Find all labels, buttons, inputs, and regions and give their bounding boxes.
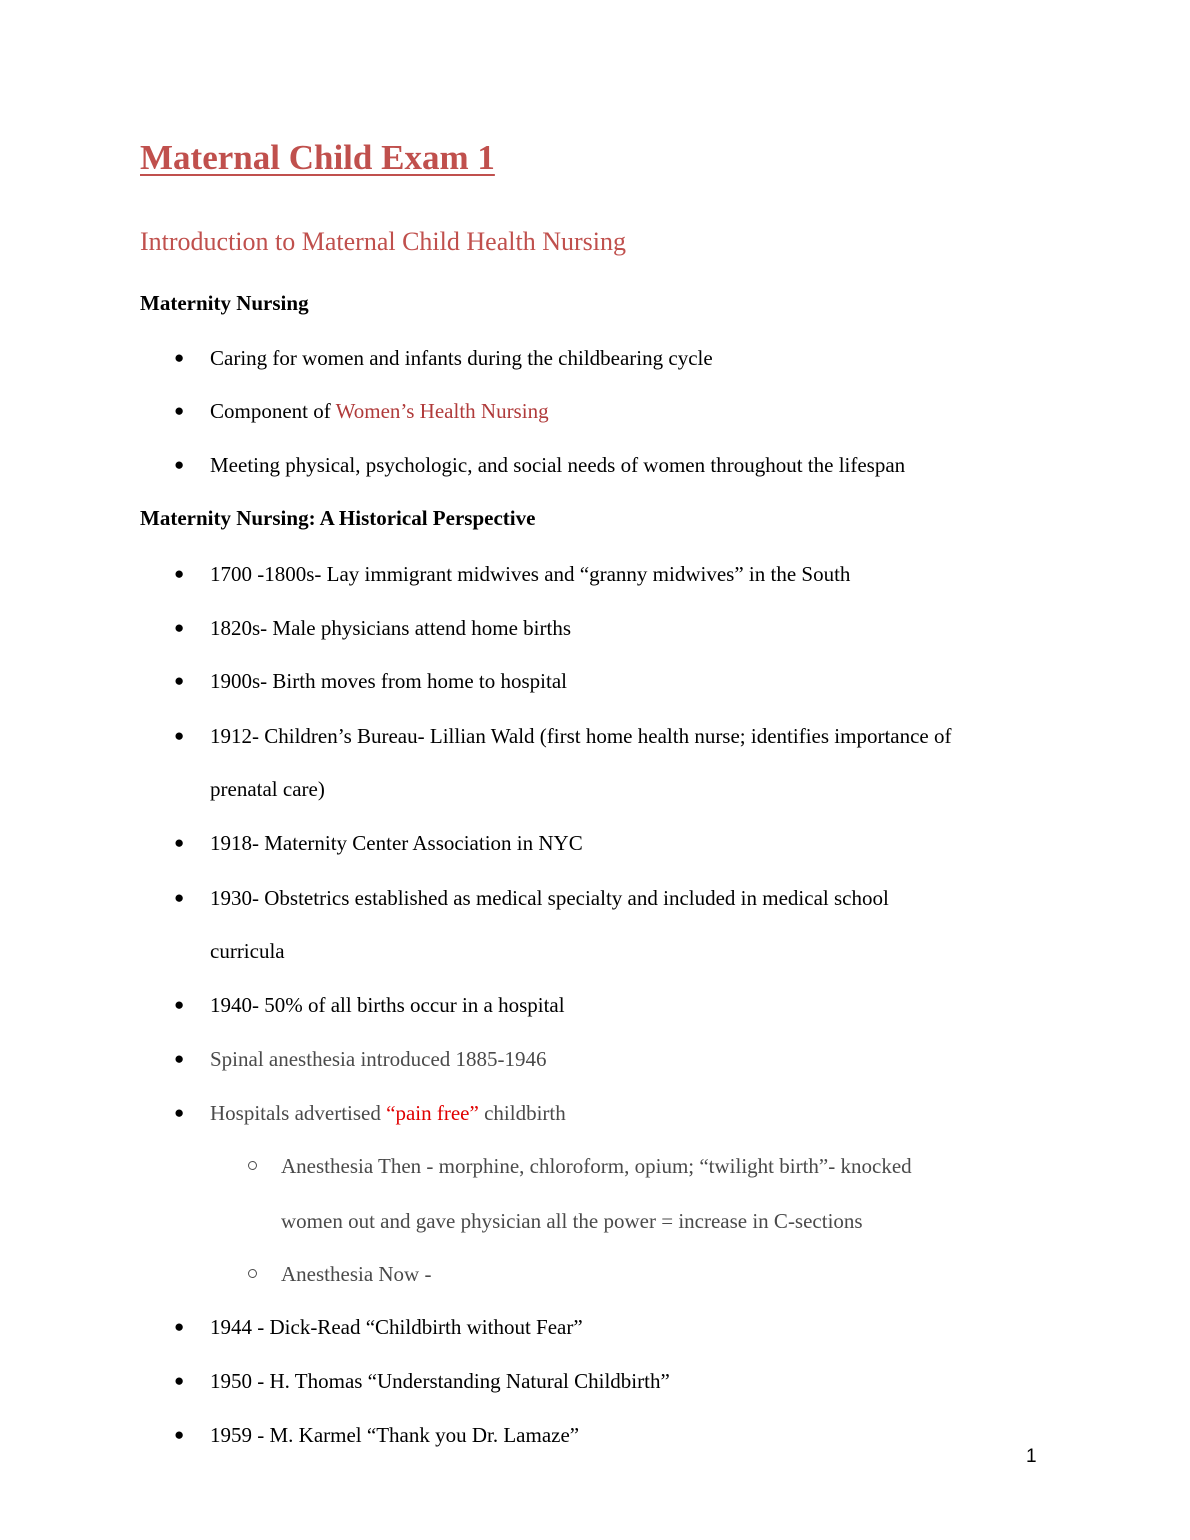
sub-list-item: Anesthesia Then - morphine, chloroform, opium; “twilight birth”- knocked <box>281 1154 912 1178</box>
list-item-text: Hospitals advertised <box>210 1101 387 1125</box>
document-title: Maternal Child Exam 1 <box>140 138 495 177</box>
sub-list-item: Anesthesia Now - <box>281 1262 432 1286</box>
bullet-icon: ● <box>174 1049 185 1068</box>
list-item: 1930- Obstetrics established as medical specialty and included in medical school <box>210 886 889 910</box>
list-item: 1959 - M. Karmel “Thank you Dr. Lamaze” <box>210 1423 580 1447</box>
list-item: Caring for women and infants during the childbearing cycle <box>210 346 713 370</box>
list-item-continuation: curricula <box>210 939 285 963</box>
list-item-text: childbirth <box>478 1101 566 1125</box>
list-item: 1912- Children’s Bureau- Lillian Wald (first home health nurse; identifies importance of <box>210 724 952 748</box>
bullet-icon: ● <box>174 726 185 745</box>
list-item <box>210 1099 566 1127</box>
bullet-icon: ● <box>174 888 185 907</box>
list-item: Meeting physical, psychologic, and social needs of women throughout the lifespan <box>210 453 906 477</box>
list-item: 1950 - H. Thomas “Understanding Natural Childbirth” <box>210 1369 670 1393</box>
bullet-icon: ● <box>174 564 185 583</box>
bullet-icon: ● <box>174 1317 185 1336</box>
list-item: 1918- Maternity Center Association in NYC <box>210 831 583 855</box>
heading-maternity-nursing: Maternity Nursing <box>140 291 309 315</box>
highlighted-text: “pain free” <box>386 1101 479 1125</box>
list-item: Spinal anesthesia introduced 1885-1946 <box>210 1047 547 1071</box>
bullet-icon: ● <box>174 671 185 690</box>
bullet-icon: ● <box>174 1425 185 1444</box>
list-item <box>210 397 549 425</box>
list-item: 1940- 50% of all births occur in a hospital <box>210 993 565 1017</box>
list-item: 1820s- Male physicians attend home births <box>210 616 572 640</box>
section-subtitle: Introduction to Maternal Child Health Nursing <box>140 227 626 256</box>
list-item: 1944 - Dick-Read “Childbirth without Fear” <box>210 1315 583 1339</box>
bullet-icon: ● <box>174 348 185 367</box>
list-item: 1900s- Birth moves from home to hospital <box>210 669 567 693</box>
circle-bullet-icon <box>248 1269 257 1278</box>
bullet-icon: ● <box>174 455 185 474</box>
bullet-icon: ● <box>174 995 185 1014</box>
heading-historical-perspective: Maternity Nursing: A Historical Perspective <box>140 506 536 530</box>
bullet-icon: ● <box>174 618 185 637</box>
bullet-icon: ● <box>174 401 185 420</box>
bullet-icon: ● <box>174 833 185 852</box>
highlighted-text: Women’s Health Nursing <box>335 399 549 423</box>
circle-bullet-icon <box>248 1161 257 1170</box>
list-item: 1700 -1800s- Lay immigrant midwives and “granny midwives” in the South <box>210 562 851 586</box>
bullet-icon: ● <box>174 1371 185 1390</box>
bullet-icon: ● <box>174 1103 185 1122</box>
list-item-text: Component of <box>210 399 336 423</box>
sub-list-item-continuation: women out and gave physician all the power = increase in C-sections <box>281 1209 863 1233</box>
list-item-continuation: prenatal care) <box>210 777 325 801</box>
page-number: 1 <box>1026 1446 1037 1467</box>
